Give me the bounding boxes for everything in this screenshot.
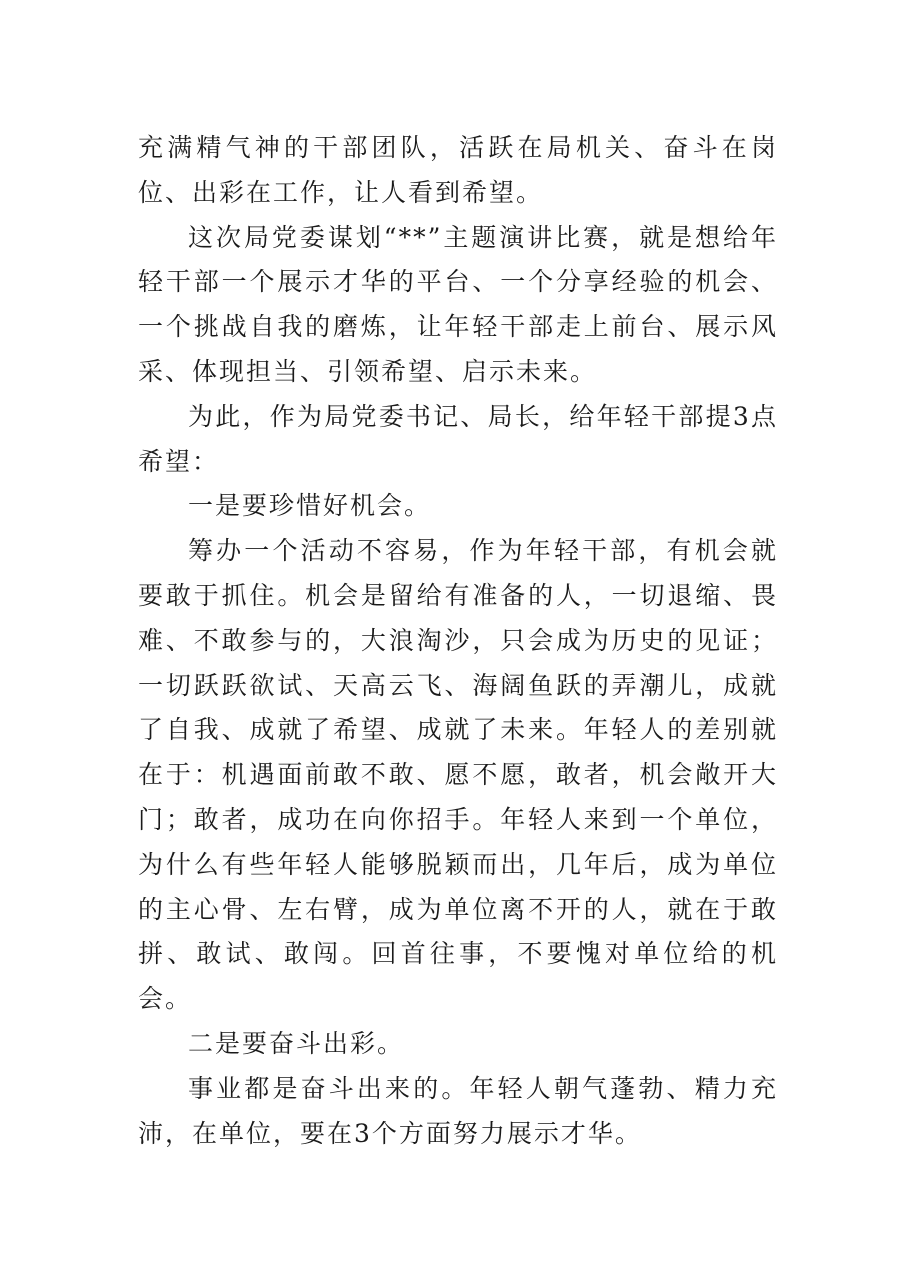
paragraph-2: 这次局党委谋划“**”主题演讲比赛，就是想给年轻干部一个展示才华的平台、一个分享经验的机会、一个挑战自我的磨炼，让年轻干部走上前台、展示风采、体现担当、引领希望、启示未来。 [138,222,778,386]
paragraph-5: 事业都是奋斗出来的。年轻人朝气蓬勃、精力充沛，在单位，要在3个方面努力展示才华。 [138,1073,778,1148]
paragraph-3: 为此，作为局党委书记、局长，给年轻干部提3点希望： [138,401,778,476]
paragraph-4: 筹办一个活动不容易，作为年轻干部，有机会就要敢于抓住。机会是留给有准备的人，一切退缩、畏难、不敢参与的，大浪淘沙，只会成为历史的见证；一切跃跃欲试、天高云飞、海阔鱼跃的弄潮儿，成就了自我、成就了希望、成就了未来。年轻人的差别就在于：机遇面前敢不敢、愿不愿，敢者，机会敞开大门；敢者，成功在向你招手。年轻人来到一个单位，为什么有些年轻人能够脱颖而出，几年后，成为单位的主心骨、左右臂，成为单位离不开的人，就在于敢拼、敢试、敢闯。回首往事，不要愧对单位给的机会。 [138,536,778,1014]
section-heading-2: 二是要奋斗出彩。 [188,1028,405,1058]
paragraph-1: 充满精气神的干部团队，活跃在局机关、奋斗在岗位、出彩在工作，让人看到希望。 [138,133,778,207]
document-body [138,126,778,1156]
section-heading-1: 一是要珍惜好机会。 [188,491,432,521]
